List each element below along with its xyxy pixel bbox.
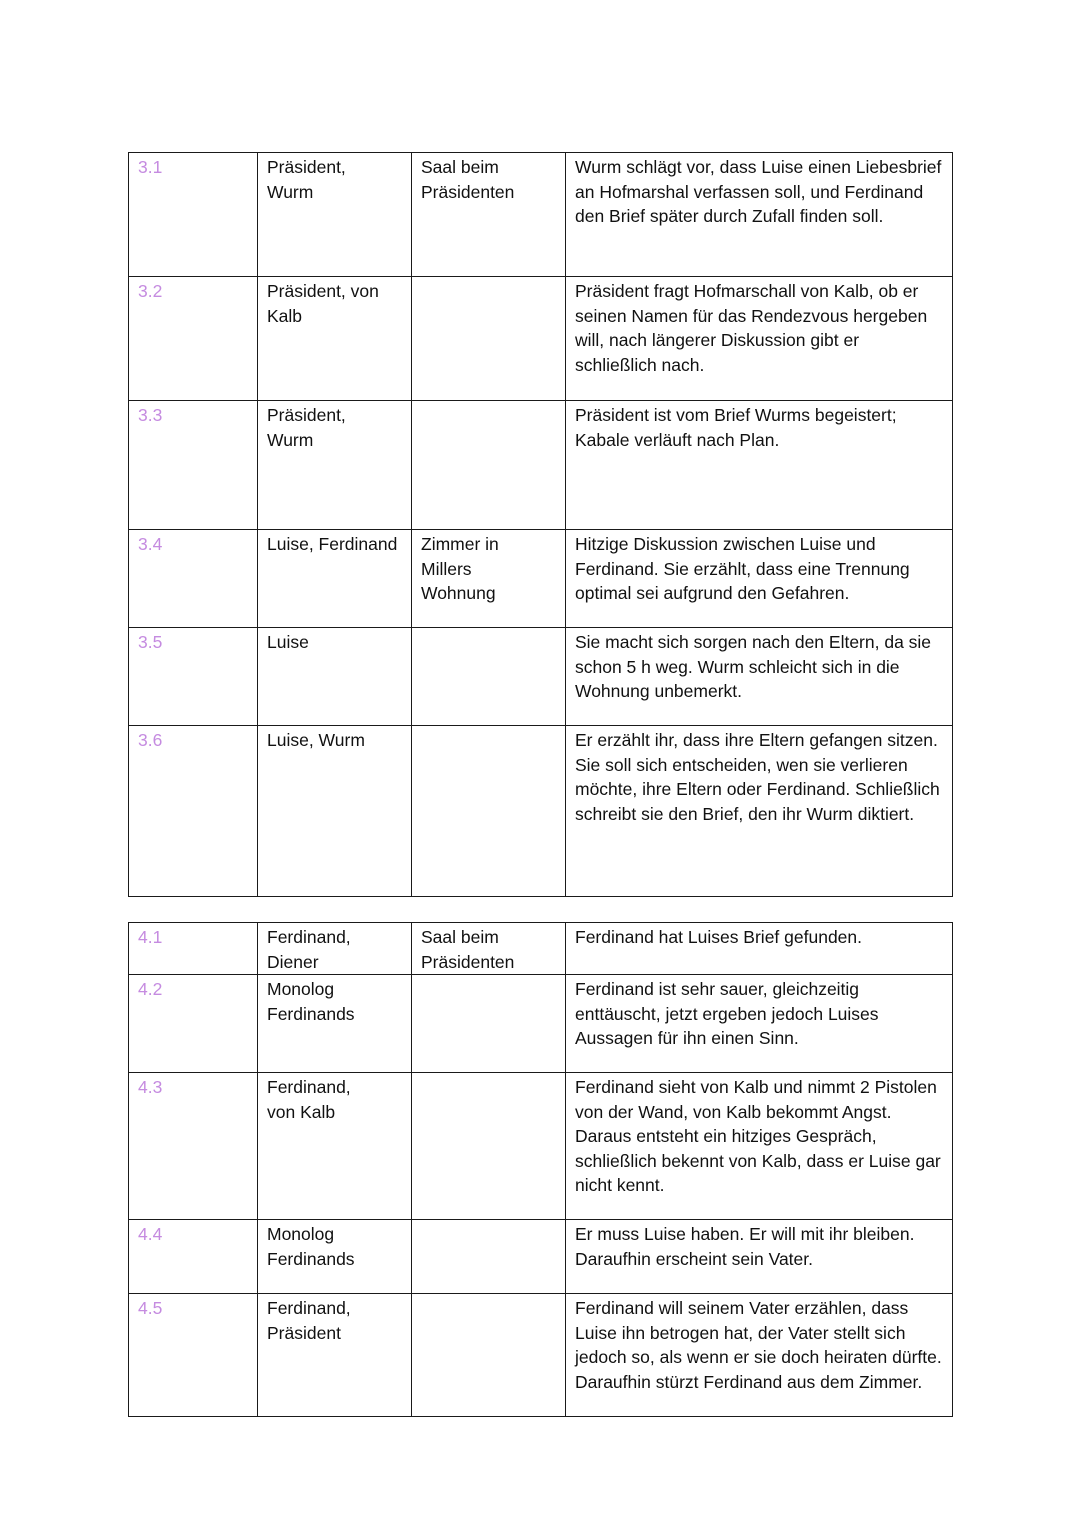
content-cell: Sie macht sich sorgen nach den Eltern, da sie schon 5 h weg. Wurm schleicht sich in die Wohnung unbemerkt. (566, 628, 953, 726)
table-row (129, 923, 953, 975)
scene-number: 4.2 (129, 975, 258, 1073)
table-row (129, 153, 953, 277)
table-row (129, 1073, 953, 1220)
content-cell: Ferdinand hat Luises Brief gefunden. (566, 923, 953, 975)
location-cell (412, 975, 566, 1073)
table-row (129, 1294, 953, 1417)
location-cell (412, 1294, 566, 1417)
content-cell: Ferdinand ist sehr sauer, gleichzeitig enttäuscht, jetzt ergeben jedoch Luises Aussagen für ihn einen Sinn. (566, 975, 953, 1073)
scene-number: 4.5 (129, 1294, 258, 1417)
content-cell: Hitzige Diskussion zwischen Luise und Ferdinand. Sie erzählt, dass eine Trennung optimal sei aufgrund den Gefahren. (566, 530, 953, 628)
location-cell: Saal beim Präsidenten (412, 153, 566, 277)
scene-number: 4.3 (129, 1073, 258, 1220)
scene-number: 3.3 (129, 401, 258, 530)
characters-cell: Präsident, Wurm (258, 401, 412, 530)
table-row (129, 726, 953, 897)
content-cell: Wurm schlägt vor, dass Luise einen Liebesbrief an Hofmarshal verfassen soll, und Ferdinand den Brief später durch Zufall finden soll. (566, 153, 953, 277)
characters-cell: Ferdinand, von Kalb (258, 1073, 412, 1220)
content-cell: Ferdinand will seinem Vater erzählen, dass Luise ihn betrogen hat, der Vater stellt sich jedoch so, als wenn er sie doch heiraten dürfte. Daraufhin stürzt Ferdinand aus dem Zimmer. (566, 1294, 953, 1417)
scene-number: 4.4 (129, 1220, 258, 1294)
location-cell (412, 628, 566, 726)
characters-cell: Luise, Ferdinand (258, 530, 412, 628)
characters-cell: Ferdinand, Diener (258, 923, 412, 975)
characters-cell: Ferdinand, Präsident (258, 1294, 412, 1417)
characters-cell: Präsident, Wurm (258, 153, 412, 277)
content-cell: Ferdinand sieht von Kalb und nimmt 2 Pistolen von der Wand, von Kalb bekommt Angst. Daraus entsteht ein hitziges Gespräch, schließlich bekennt von Kalb, dass er Luise gar nicht kennt. (566, 1073, 953, 1220)
location-cell: Saal beim Präsidenten (412, 923, 566, 975)
scene-number: 4.1 (129, 923, 258, 975)
table-row (129, 1220, 953, 1294)
table-row (129, 401, 953, 530)
content-cell: Präsident ist vom Brief Wurms begeistert; Kabale verläuft nach Plan. (566, 401, 953, 530)
characters-cell: Monolog Ferdinands (258, 975, 412, 1073)
scene-number: 3.1 (129, 153, 258, 277)
content-cell: Er erzählt ihr, dass ihre Eltern gefangen sitzen. Sie soll sich entscheiden, wen sie verlieren möchte, ihre Eltern oder Ferdinand. Schließlich schreibt sie den Brief, den ihr Wurm diktiert. (566, 726, 953, 897)
location-cell (412, 1220, 566, 1294)
location-cell (412, 726, 566, 897)
location-cell (412, 401, 566, 530)
table-row (129, 975, 953, 1073)
scene-table-act-3 (128, 152, 953, 897)
location-cell (412, 277, 566, 401)
table-row (129, 530, 953, 628)
scene-number: 3.6 (129, 726, 258, 897)
characters-cell: Luise (258, 628, 412, 726)
characters-cell: Luise, Wurm (258, 726, 412, 897)
scene-number: 3.2 (129, 277, 258, 401)
content-cell: Er muss Luise haben. Er will mit ihr bleiben. Daraufhin erscheint sein Vater. (566, 1220, 953, 1294)
location-cell: Zimmer in Millers Wohnung (412, 530, 566, 628)
table-row (129, 628, 953, 726)
table-row (129, 277, 953, 401)
content-cell: Präsident fragt Hofmarschall von Kalb, ob er seinen Namen für das Rendezvous hergeben will, nach längerer Diskussion gibt er schließlich nach. (566, 277, 953, 401)
characters-cell: Präsident, von Kalb (258, 277, 412, 401)
characters-cell: Monolog Ferdinands (258, 1220, 412, 1294)
scene-number: 3.5 (129, 628, 258, 726)
scene-table-act-4 (128, 922, 953, 1417)
scene-number: 3.4 (129, 530, 258, 628)
location-cell (412, 1073, 566, 1220)
